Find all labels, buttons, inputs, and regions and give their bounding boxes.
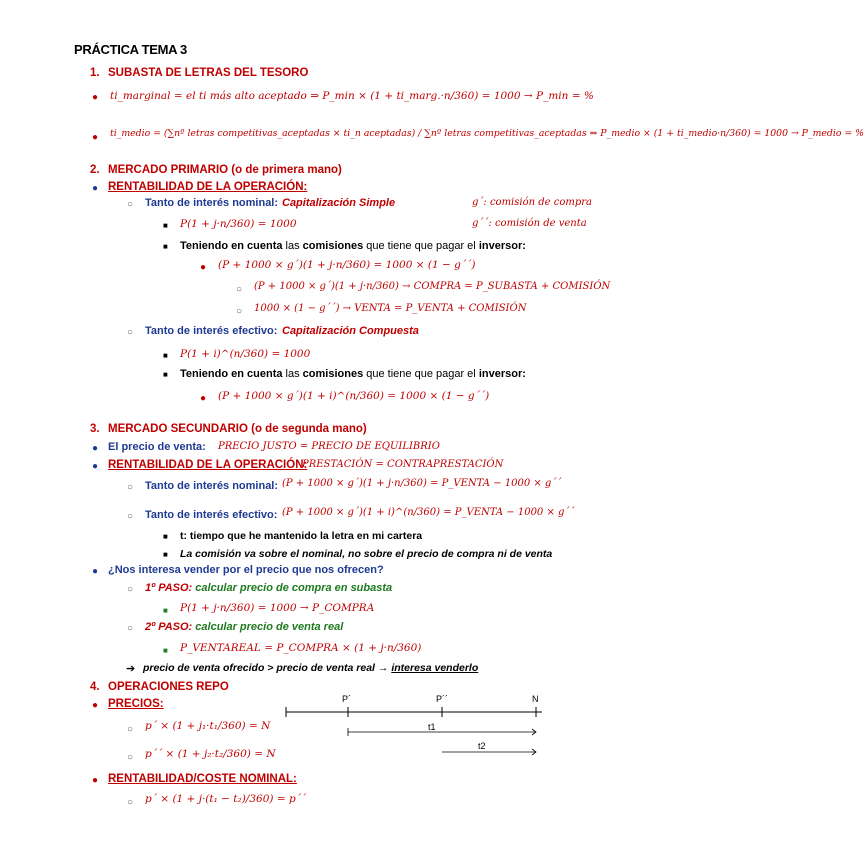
efectivo-type: Capitalización Compuesta [282,325,419,337]
section-4-heading: OPERACIONES REPO [108,681,229,693]
section-3-heading: MERCADO SECUNDARIO (o de segunda mano) [108,423,367,435]
bullet-dot: ● [200,393,207,404]
circle-bullet: ○ [127,752,134,763]
circle-bullet: ○ [127,327,134,338]
circle-bullet: ○ [127,724,134,735]
formula-efectivo: P(1 + i)^(n/360) = 1000 [180,348,311,360]
formula-paso-2: P_VENTAREAL = P_COMPRA × (1 + j·n/360) [180,642,422,654]
formula-p1: p´ × (1 + j₁·t₁/360) = N [145,720,271,732]
question-vender: ¿Nos interesa vender por el precio que nos ofrecen? [108,564,384,576]
formula-efectivo-comisiones: (P + 1000 × g´)(1 + i)^(n/360) = 1000 × (1 − g´´) [218,390,490,402]
formula-compra: (P + 1000 × g´)(1 + j·n/360) → COMPRA = P_SUBASTA + COMISIÓN [254,281,611,292]
page-title: PRÁCTICA TEMA 3 [74,42,187,57]
rentabilidad-heading: RENTABILIDAD DE LA OPERACIÓN: [108,181,308,193]
arrow-icon: ➔ [126,663,136,675]
square-bullet: ■ [163,532,168,541]
circle-bullet: ○ [127,482,134,493]
section-3-number: 3. [90,423,100,435]
conclusion: precio de venta ofrecido > precio de venta real → interesa venderlo [143,662,479,674]
nominal-type: Capitalización Simple [282,197,396,209]
circle-bullet: ○ [127,797,134,808]
efectivo-label-3: Tanto de interés efectivo: [145,509,278,521]
square-bullet: ■ [163,646,168,655]
formula-venta: 1000 × (1 − g´´) → VENTA = P_VENTA + COMISIÓN [254,303,527,314]
bullet-dot: ● [92,700,99,711]
comisiones-note-2: Teniendo en cuenta las comisiones que tiene que pagar el inversor: [180,368,526,380]
t2-label: t2 [478,741,486,751]
g-commission-sell: g´´: comisión de venta [472,218,587,229]
paso-1: 1º PASO: calcular precio de compra en subasta [145,582,393,594]
precios-heading: PRECIOS: [108,698,164,710]
formula-nominal: P(1 + j·n/360) = 1000 [180,218,297,230]
bullet-dot: ● [92,775,99,786]
timeline-label-p2: P´´ [436,694,448,704]
g-commission-buy: g´: comisión de compra [472,197,592,208]
paso-2: 2º PASO: calcular precio de venta real [145,621,344,633]
rentabilidad-coste-heading: RENTABILIDAD/COSTE NOMINAL: [108,773,297,785]
formula-efectivo-3: (P + 1000 × g´)(1 + i)^(n/360) = P_VENTA − 1000 × g´´ [282,507,575,518]
bullet-dot: ● [92,132,99,143]
square-bullet: ■ [163,370,168,379]
nominal-label-3: Tanto de interés nominal: [145,480,279,492]
section-4-number: 4. [90,681,100,693]
repo-timeline [280,690,600,760]
t1-label: t1 [428,722,436,732]
section-1-number: 1. [90,67,100,79]
bullet-dot: ● [92,443,99,454]
circle-bullet: ○ [127,584,134,595]
rentabilidad-heading-3: RENTABILIDAD DE LA OPERACIÓN: [108,459,308,471]
precio-venta-value: PRECIO JUSTO = PRECIO DE EQUILIBRIO [218,441,440,452]
bullet-dot: ● [92,183,99,194]
square-bullet: ■ [163,242,168,251]
nominal-label: Tanto de interés nominal: [145,197,279,209]
square-bullet: ■ [163,550,168,559]
square-bullet: ■ [163,606,168,615]
formula-nominal-comisiones: (P + 1000 × g´)(1 + j·n/360) = 1000 × (1 − g´´) [218,259,476,271]
square-bullet: ■ [163,221,168,230]
note-tiempo: t: tiempo que he mantenido la letra en mi cartera [180,530,423,542]
circle-bullet: ○ [127,511,134,522]
bullet-dot: ● [92,92,99,103]
formula-ti-marginal: ti_marginal = el ti más alto aceptado ⇒ P_min × (1 + ti_marg.·n/360) = 1000 → P_min = % [110,90,594,102]
formula-paso-1: P(1 + j·n/360) = 1000 → P_COMPRA [180,602,375,614]
formula-ti-medio: ti_medio = (∑nº letras competitivas_aceptadas × ti_n aceptadas) / ∑nº letras competitivas_aceptadas ⇒ P_medio × (1 + ti_medio·n/360) = 1000 → P_medio = % [110,128,864,139]
rentabilidad-value-3: PRESTACIÓN = CONTRAPRESTACIÓN [302,459,504,470]
timeline-label-p1: P´ [342,694,351,704]
bullet-dot: ● [92,566,99,577]
timeline-label-n: N [532,694,539,704]
comisiones-note: Teniendo en cuenta las comisiones que tiene que pagar el inversor: [180,240,526,252]
section-2-number: 2. [90,164,100,176]
circle-bullet: ○ [236,284,243,295]
bullet-dot: ● [200,262,207,273]
circle-bullet: ○ [127,199,134,210]
formula-nominal-3: (P + 1000 × g´)(1 + j·n/360) = P_VENTA − 1000 × g´´ [282,478,562,489]
bullet-dot: ● [92,461,99,472]
circle-bullet: ○ [236,306,243,317]
section-2-heading: MERCADO PRIMARIO (o de primera mano) [108,164,342,176]
efectivo-label: Tanto de interés efectivo: [145,325,278,337]
formula-rentabilidad-coste: p´ × (1 + j·(t₁ − t₂)/360) = p´´ [145,793,307,805]
section-1-heading: SUBASTA DE LETRAS DEL TESORO [108,67,309,79]
note-comision: La comisión va sobre el nominal, no sobre el precio de compra ni de venta [180,548,553,560]
circle-bullet: ○ [127,623,134,634]
precio-venta-label: El precio de venta: [108,441,206,453]
formula-p2: p´´ × (1 + j₂·t₂/360) = N [145,748,276,760]
square-bullet: ■ [163,351,168,360]
